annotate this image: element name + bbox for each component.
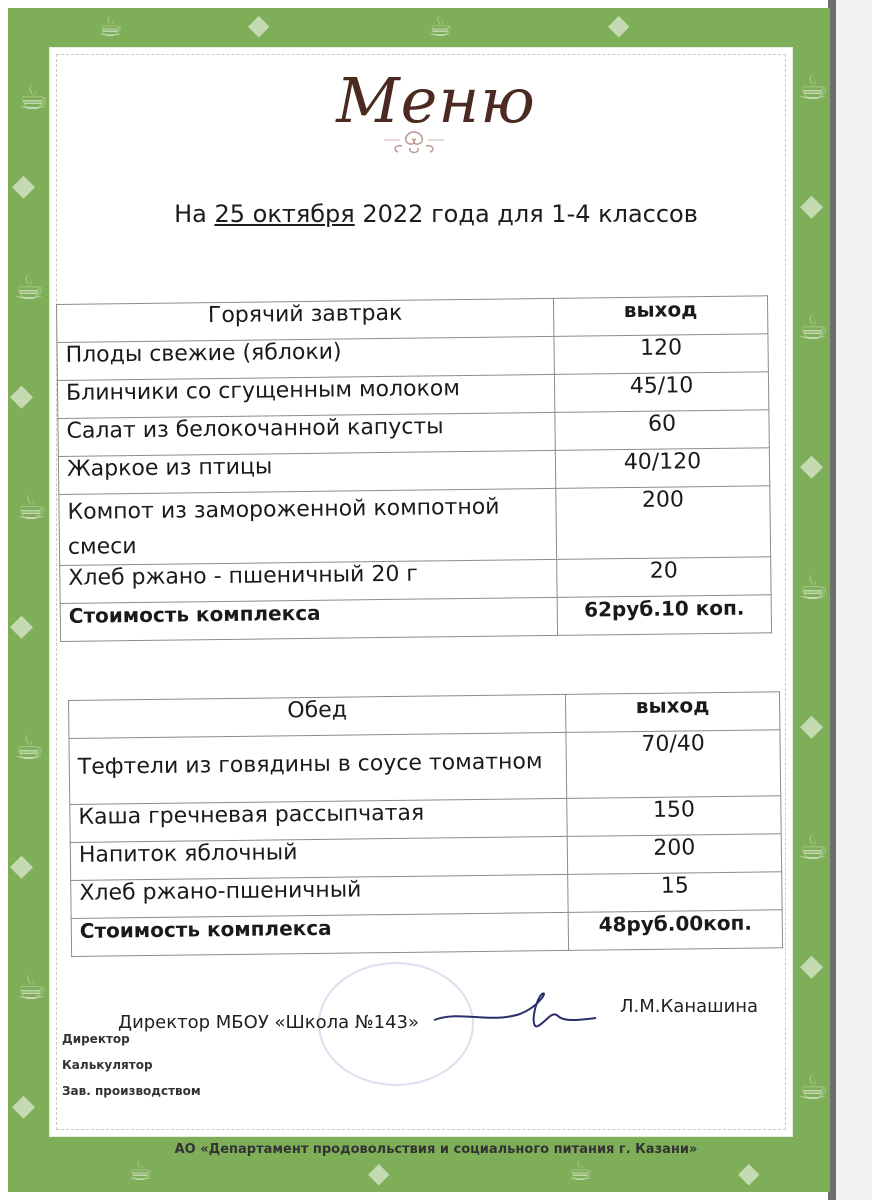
cake-icon: ◆ bbox=[10, 608, 34, 643]
cup-icon: ☕ bbox=[16, 488, 47, 528]
dish-name: Напиток яблочный bbox=[70, 836, 567, 880]
cake-icon: ◆ bbox=[368, 1156, 390, 1189]
role-director: Директор bbox=[62, 1032, 130, 1046]
yield-header: выход bbox=[553, 296, 767, 337]
dish-yield: 20 bbox=[557, 557, 771, 598]
cake-icon: ◆ bbox=[800, 708, 824, 743]
organization-name: АО «Департамент продовольствия и социального питания г. Казани» bbox=[174, 1142, 698, 1157]
role-production-head: Зав. производством bbox=[62, 1084, 201, 1098]
cake-icon: ◆ bbox=[608, 8, 630, 41]
cup-icon: ☕ bbox=[798, 308, 829, 348]
dish-name: Каша гречневая рассыпчатая bbox=[70, 798, 567, 842]
yield-header: выход bbox=[565, 692, 779, 733]
cake-icon: ◆ bbox=[10, 378, 34, 413]
cup-icon: ☕ bbox=[798, 1068, 829, 1108]
cake-icon: ◆ bbox=[800, 188, 824, 223]
cup-icon: ☕ bbox=[798, 568, 829, 608]
dish-yield: 45/10 bbox=[554, 372, 768, 413]
total-label: Стоимость комплекса bbox=[60, 598, 557, 642]
director-line: Директор МБОУ «Школа №143» bbox=[118, 1012, 420, 1033]
dish-name: Компот из замороженной компотной смеси bbox=[59, 488, 557, 565]
cup-icon: ☕ bbox=[98, 10, 124, 43]
subtitle-suffix: 2022 года для 1-4 классов bbox=[354, 200, 698, 228]
dish-yield: 120 bbox=[554, 334, 768, 375]
director-name: Л.М.Канашина bbox=[620, 996, 759, 1017]
breakfast-table bbox=[56, 295, 772, 642]
dish-yield: 200 bbox=[556, 486, 771, 560]
dish-yield: 40/120 bbox=[555, 448, 769, 489]
dish-yield: 70/40 bbox=[566, 730, 781, 799]
dish-name: Хлеб ржано-пшеничный bbox=[71, 874, 568, 918]
dish-name: Салат из белокочанной капусты bbox=[58, 412, 555, 456]
dish-yield: 200 bbox=[567, 834, 781, 875]
cake-icon: ◆ bbox=[12, 168, 36, 203]
cup-icon: ☕ bbox=[14, 268, 45, 308]
menu-date: 25 октября bbox=[214, 200, 355, 228]
role-calculator: Калькулятор bbox=[62, 1058, 153, 1072]
table-row bbox=[69, 730, 781, 805]
scan-edge bbox=[836, 0, 872, 1200]
cake-icon: ◆ bbox=[800, 448, 824, 483]
cup-icon: ☕ bbox=[798, 68, 829, 108]
dish-yield: 15 bbox=[568, 872, 782, 913]
breakfast-header: Горячий завтрак bbox=[57, 298, 554, 342]
lunch-table bbox=[68, 691, 783, 957]
cup-icon: ☕ bbox=[428, 10, 454, 43]
dish-name: Тефтели из говядины в соусе томатном bbox=[69, 732, 567, 804]
cup-icon: ☕ bbox=[128, 1154, 154, 1187]
dish-name: Хлеб ржано - пшеничный 20 г bbox=[60, 560, 557, 604]
dish-name: Жаркое из птицы bbox=[58, 450, 555, 494]
cup-icon: ☕ bbox=[14, 728, 45, 768]
cake-icon: ◆ bbox=[248, 8, 270, 41]
total-price: 62руб.10 коп. bbox=[557, 595, 771, 636]
total-row bbox=[60, 595, 771, 642]
page-title: Меню bbox=[336, 64, 536, 137]
dish-name: Блинчики со сгущенным молоком bbox=[57, 374, 554, 418]
table-row bbox=[59, 486, 771, 566]
director-signature bbox=[430, 980, 600, 1050]
subtitle-prefix: На bbox=[174, 200, 215, 228]
cup-icon: ☕ bbox=[798, 828, 829, 868]
cup-icon: ☕ bbox=[568, 1154, 594, 1187]
total-price: 48руб.00коп. bbox=[568, 910, 782, 951]
cake-icon: ◆ bbox=[800, 948, 824, 983]
cake-icon: ◆ bbox=[12, 1088, 36, 1123]
dish-yield: 150 bbox=[567, 796, 781, 837]
cake-icon: ◆ bbox=[10, 848, 34, 883]
dish-yield: 60 bbox=[555, 410, 769, 451]
menu-date-line bbox=[0, 200, 872, 228]
total-row bbox=[71, 910, 782, 957]
ornament-icon bbox=[384, 128, 444, 158]
cake-icon: ◆ bbox=[738, 1156, 760, 1189]
dish-name: Плоды свежие (яблоки) bbox=[57, 336, 554, 380]
cup-icon: ☕ bbox=[16, 968, 47, 1008]
total-label: Стоимость комплекса bbox=[71, 912, 568, 956]
lunch-header: Обед bbox=[69, 694, 566, 738]
cupcake-icon: ☕ bbox=[18, 78, 49, 118]
